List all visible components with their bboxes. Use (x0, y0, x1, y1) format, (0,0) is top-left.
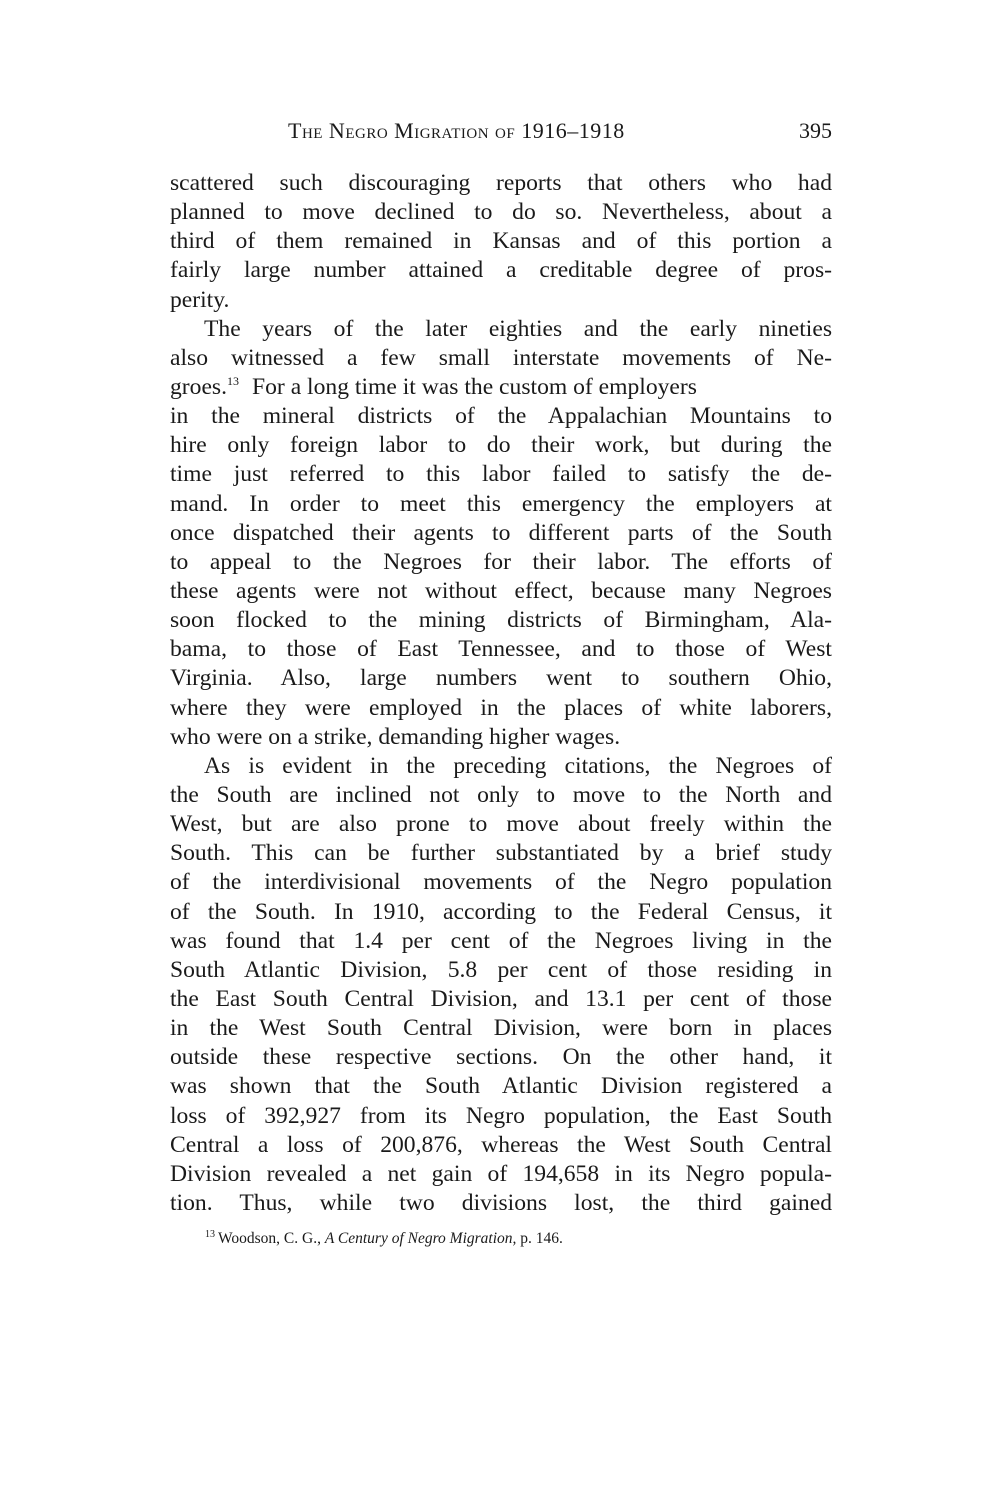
text-line: scattered such discouraging reports that others who had (170, 170, 832, 196)
text-fragment: For a long time it was the custom of employers (252, 373, 697, 400)
text-line: planned to move declined to do so. Nevertheless, about a (170, 199, 832, 226)
footnote-page: p. 146. (520, 1230, 563, 1247)
footnote-number: 13 (205, 1228, 215, 1240)
text-line: time just referred to this labor failed to satisfy the de- (170, 461, 832, 488)
text-line: South Atlantic Division, 5.8 per cent of those residing in (170, 956, 832, 983)
text-line: As is evident in the preceding citations, the Negroes of (204, 752, 832, 779)
text-line: South. This can be further substantiated by a brief study (170, 840, 832, 867)
text-line: was found that 1.4 per cent of the Negroes living in the (170, 927, 832, 954)
text-line: loss of 392,927 from its Negro population, the East South (170, 1102, 832, 1129)
running-title: The Negro Migration of 1916–1918 (288, 118, 625, 143)
paragraph (170, 315, 832, 752)
text-line: outside these respective sections. On the other hand, it (170, 1044, 832, 1071)
text-line: soon flocked to the mining districts of Birmingham, Ala- (170, 607, 832, 634)
body-text (170, 169, 832, 1218)
text-line: the East South Central Division, and 13.1 per cent of those (170, 985, 832, 1012)
footnote-reference: 13 (227, 374, 240, 389)
text-line: of the South. In 1910, according to the Federal Census, it (170, 898, 832, 925)
text-line: who were on a strike, demanding higher wages. (170, 723, 621, 750)
text-line: in the mineral districts of the Appalachian Mountains to (170, 403, 832, 430)
paragraph (170, 752, 832, 1218)
text-line-with-footnote (170, 373, 832, 402)
text-line: mand. In order to meet this emergency the employers at (170, 490, 832, 517)
footnote (205, 1229, 805, 1249)
text-line: Virginia. Also, large numbers went to southern Ohio, (170, 665, 832, 692)
text-line: of the interdivisional movements of the Negro population (170, 869, 832, 896)
text-line: Central a loss of 200,876, whereas the West South Central (170, 1131, 832, 1158)
text-fragment: groes. (170, 373, 228, 400)
text-line: once dispatched their agents to different parts of the South (170, 519, 832, 546)
text-line: tion. Thus, while two divisions lost, the third gained (170, 1189, 832, 1216)
text-line: fairly large number attained a creditable degree of pros- (170, 257, 832, 284)
text-line: to appeal to the Negroes for their labor. The efforts of (170, 548, 832, 575)
text-line: the South are inclined not only to move to the North and (170, 781, 832, 808)
text-line: bama, to those of East Tennessee, and to those of West (170, 636, 832, 663)
text-line: perity. (170, 286, 230, 313)
footnote-title: A Century of Negro Migration, (324, 1230, 517, 1247)
page-header (170, 118, 832, 150)
text-line: The years of the later eighties and the early nineties (204, 315, 832, 342)
text-line: also witnessed a few small interstate movements of Ne- (170, 344, 832, 371)
text-line: West, but are also prone to move about freely within the (170, 811, 832, 838)
footnote-author: Woodson, C. G., (218, 1230, 321, 1247)
text-line: third of them remained in Kansas and of this portion a (170, 228, 832, 255)
text-line: was shown that the South Atlantic Division registered a (170, 1073, 832, 1100)
text-line: hire only foreign labor to do their work, but during the (170, 432, 832, 459)
paragraph (170, 169, 832, 315)
text-line: in the West South Central Division, were born in places (170, 1015, 832, 1042)
text-line: these agents were not without effect, because many Negroes (170, 577, 832, 604)
text-line: where they were employed in the places of white laborers, (170, 694, 832, 721)
text-line: Division revealed a net gain of 194,658 in its Negro popula- (170, 1160, 832, 1187)
page-number: 395 (799, 118, 832, 143)
